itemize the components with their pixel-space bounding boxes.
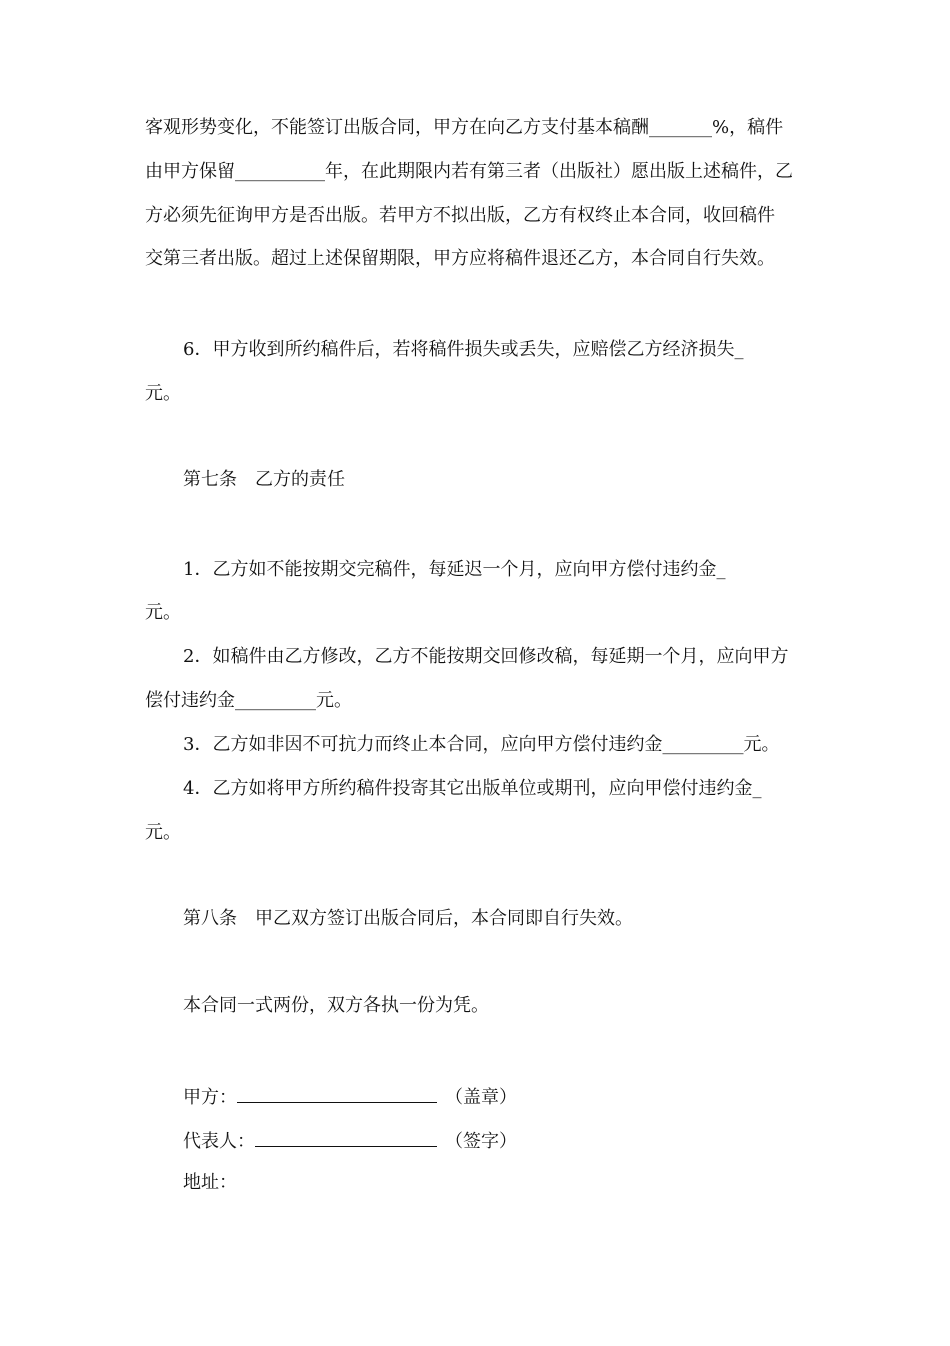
- representative-blank: [255, 1126, 437, 1147]
- p5-line-2: 由甲方保留__________年，在此期限内若有第三者（出版社）愿出版上述稿件，乙: [145, 161, 793, 182]
- party-a-label: 甲方：: [183, 1087, 237, 1108]
- clause-7-1-line-1: 1．乙方如不能按期交完稿件，每延迟一个月，应向甲方偿付违约金_: [183, 559, 726, 580]
- address-row: [183, 1170, 237, 1196]
- clause-7-4-line-1: 4．乙方如将甲方所约稿件投寄其它出版单位或期刊，应向甲偿付违约金_: [183, 778, 762, 799]
- clause-6-line-1: 6．甲方收到所约稿件后，若将稿件损失或丢失，应赔偿乙方经济损失_: [183, 339, 744, 360]
- clause-7-2-line-2: 偿付违约金_________元。: [145, 690, 352, 711]
- representative-sign-note: （签字）: [445, 1131, 517, 1152]
- clause-7-4-line-2: 元。: [145, 822, 181, 843]
- representative-row: [183, 1126, 517, 1155]
- p5-line-1: 客观形势变化，不能签订出版合同，甲方在向乙方支付基本稿酬_______%，稿件: [145, 117, 784, 138]
- copies-statement: 本合同一式两份，双方各执一份为凭。: [183, 995, 489, 1016]
- party-a-seal-note: （盖章）: [445, 1087, 517, 1108]
- representative-label: 代表人：: [183, 1131, 255, 1152]
- clause-7-1-line-2: 元。: [145, 602, 181, 623]
- clause-7-3-line-1: 3．乙方如非因不可抗力而终止本合同，应向甲方偿付违约金_________元。: [183, 734, 780, 755]
- p5-line-3: 方必须先征询甲方是否出版。若甲方不拟出版，乙方有权终止本合同，收回稿件: [145, 205, 775, 226]
- party-a-blank: [237, 1082, 437, 1103]
- article-8: 第八条 甲乙双方签订出版合同后，本合同即自行失效。: [183, 908, 633, 929]
- clause-6-line-2: 元。: [145, 383, 181, 404]
- p5-line-4: 交第三者出版。超过上述保留期限，甲方应将稿件退还乙方，本合同自行失效。: [145, 248, 775, 269]
- party-a-row: [183, 1082, 517, 1111]
- address-label: 地址：: [183, 1172, 237, 1193]
- clause-7-2-line-1: 2．如稿件由乙方修改，乙方不能按期交回修改稿，每延期一个月，应向甲方: [183, 646, 789, 667]
- article-7-title: 第七条 乙方的责任: [183, 469, 345, 490]
